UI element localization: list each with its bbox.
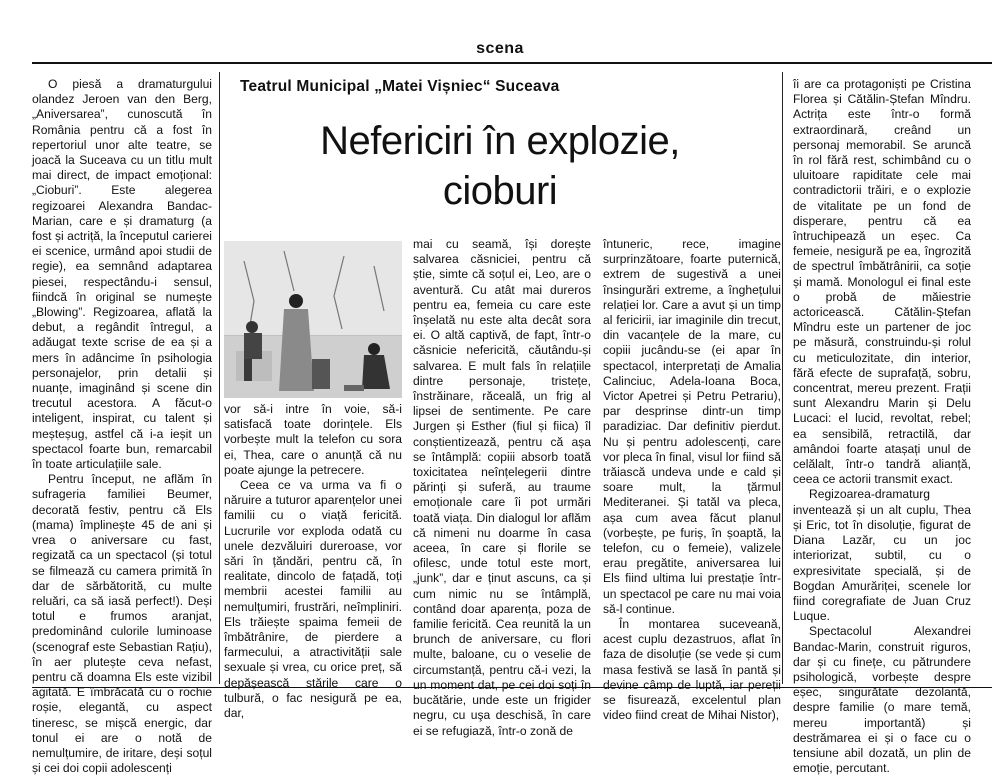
paragraph: vor să-i intre în voie, să-i satisfacă toate dorințele. Els vorbește mult la telefon cu sora ei, Thea, care o anunță că nu poate ajunge la petrecere. bbox=[224, 402, 402, 477]
paragraph: îi are ca protagoniști pe Cristina Florea și Cătălin-Ștefan Mîndru. Actrița este într-o formă extraordinară, creând un personaj memorabil. Se aruncă în rol fără rest, schimbând cu o uluitoare rapiditate cele mai contradictorii trăiri, e o explozie de vitalitate pe un fond de disperare, pentru că ea întruchipează un eșec. Ca femeie, nesigură pe ea, îngrozită de spectrul îmbătrânirii, ca soție și mamă. Monologul ei final este o probă de măiestrie actoricească. Cătălin-Ștefan Mîndru este un partener de joc pe măsură, construindu-și rolul cu meticulozitate, din interior, fără efecte de suprafață, sobru, concentrat, mereu prezent. Frații sunt Alexandru Marin și Delu Lucaci: el lucid, revoltat, rebel; ea sensibilă, retractilă, dar amândoi foarte atașați unul de celălalt, într-o tandră alianță, ceea ce actorii transmit exact. bbox=[793, 77, 971, 487]
article-column-5 bbox=[793, 77, 971, 776]
paragraph: În montarea suceveană, acest cuplu dezastruos, aflat în faza de disoluție (se vede și cum masa festivă se lasă în pantă și devine câmp de luptă, iar pereții se fisurează, excelentul plan video fiind creat de Mihai Nistor), bbox=[603, 617, 781, 723]
headline-line-2: cioburi bbox=[442, 169, 558, 213]
article-column-4 bbox=[603, 237, 781, 723]
column-divider bbox=[782, 72, 783, 684]
headline bbox=[240, 116, 760, 216]
top-rule bbox=[32, 62, 992, 64]
photo-graphic bbox=[224, 241, 402, 398]
paragraph: întuneric, rece, imagine surprinzătoare, foarte puternică, extrem de sugestivă a unei însingurări extreme, a înghețului relației lor. Care a avut și un timp al fericirii, iar imaginile din trecut, din vacanțele de la mare, cu copiii jucându-se (ei apar în spectacol, interpretați de Amalia Calinciuc, Adela-Ioana Boca, Victor Apetrei și Petru Petrariu), par desprinse dintr-un timp paradiziac. Dar definitiv pierdut. Nu și pentru adolescenți, care vor pleca în final, visul lor fiind să trăiască undeva unde e cald și soare mult, la țărmul Mediteranei. Și tatăl va pleca, așa cum avea făcut planul (vorbește, pe furiș, în șoaptă, la telefon, cu o femeie), valizele erau pregătite, aniversarea lui Els fiind ultima lui prestație într-un spectacol pe care nu mai voia să-l continue. bbox=[603, 237, 781, 616]
headline-line-1: Nefericiri în explozie, bbox=[320, 119, 680, 163]
stage-scene-photo bbox=[224, 241, 402, 398]
column-divider bbox=[219, 72, 220, 684]
section-label: scena bbox=[476, 40, 524, 57]
paragraph: Spectacolul Alexandrei Bandac-Marin, construit riguros, dar și cu finețe, cu pătrundere psihologică, vorbește despre eșec, singurătate dezolantă, despre familie (o mare temă, mereu importantă) și destrămarea ei și o face cu o tensiune abil dozată, un plin de emoție, percutant. bbox=[793, 624, 971, 776]
bottom-rule bbox=[32, 687, 992, 688]
article-column-3 bbox=[413, 237, 591, 738]
paragraph: Pentru început, ne aflăm în sufrageria familiei Beumer, decorată festiv, pentru că Els (mama) împlinește 45 de ani și vrea o aniversare cu fast, regizată ca un spectacol (și totul se filmează cu camera primită în dar de sărbătorită, cu multe reluări, ca să iasă perfect!). Deși totul e frumos aranjat, predominând culorile luminoase (scenograf este Sebastian Rațiu), în aer plutește ceva nefast, pentru că doamna Els este vizibil agitată. E îmbrăcată cu o rochie roșie, elegantă, cu aspect tineresc, se mișcă energic, dar tonul ei are o notă de nemulțumire, de iritare, deși soțul și cei doi copii adolescenți bbox=[32, 472, 212, 776]
kicker-theatre-name: Teatrul Municipal „Matei Vișniec“ Suceava bbox=[240, 78, 560, 95]
paragraph: mai cu seamă, își dorește salvarea căsniciei, pentru că știe, simte că soțul ei, Leo, are o aventură. Cu atât mai dureros pentru ea, femeia cu care este înșelată nu este alta decât sora ei. O altă captivă, de fapt, într-o căsnicie nefericită, căutându-și salvarea. E mult fals în relațiile dintre personaje, tristețe, înstrăinare, răceală, un frig al lipsei de sentimente. Pe care Jurgen și Esther (fiul și fiica) îl conștientizează, pentru că așa se întâmplă: copiii absorb toată toxicitatea neînțelegerii dintre părinți și suferă, au traume emoționale care îi pot urmări toată viața. Din dialogul lor aflăm că nimeni nu doarme în casa aceea, în care și florile se ofilesc, unde totul este mort, „junk”, dar e ținut ascuns, ca și cum nimic nu se întâmplă, contând doar aparența, poza de familie fericită. Cea reunită la un brunch de aniversare, cu flori multe, baloane, cu o veselie de circumstanță, pentru că-i vezi, la un moment dat, pe cei doi soți în bucătărie, unde este un frigider negru, cu uşa deschisă, în care ei se refugiază, într-o zonă de bbox=[413, 237, 591, 738]
article-column-2 bbox=[224, 402, 402, 721]
paragraph: Regizoarea-dramaturg inventează și un alt cuplu, Thea și Eric, tot în disoluție, figurat de Diana Lazăr, cu un joc interiorizat, subtil, cu o expresivitate specială, și de Bogdan Amurăriței, scenele lor fiind coregrafiate de Juan Cruz Luque. bbox=[793, 487, 971, 624]
paragraph: O piesă a dramaturgului olandez Jeroen van den Berg, „Aniversarea”, cunoscută în România pentru că a fost în repertoriul unor alte teatre, se joacă la Suceava cu un titlu mult mai direct, de impact emoțional: „Cioburi”. Este alegerea regizoarei Alexandra Bandac-Marian, care e și dramaturg (a fost și actriță, la începutul carierei ei scenice, urmând apoi studii de regie), ea semnând adaptarea piesei, respectându-i sensul, fiindcă în original se numește „Blowing”. Regizoarea, aflată la debut, a regândit întregul, a adăugat texte scrise de ea și a mers în adâncime în psihologia personajelor, prin detalii și nuanțe, imaginând și scene din trecutul acestora. A făcut-o inteligent, inspirat, cu talent și meșteșug, astfel că i-a ieșit un spectacol foarte bun, remarcabil în toate articulațiile sale. bbox=[32, 77, 212, 472]
paragraph: Ceea ce va urma va fi o năruire a tuturor aparențelor unei familii cu o viață fericită. Lucrurile vor exploda odată cu unele dezvăluiri dureroase, vor sări în țăndări, pentru că, în realitate, dincolo de fațadă, toți membrii acestei familii au nemulțumiri, frustrări, neîmpliniri. Els trăiește spaima femeii de îmbătrânire, de pierdere a farmecului, a atractivității sale sexuale și vrea, cu orice preț, să depășească stările care o tulbură, o fac nesigură pe ea, dar, bbox=[224, 478, 402, 721]
article-column-1 bbox=[32, 77, 212, 776]
